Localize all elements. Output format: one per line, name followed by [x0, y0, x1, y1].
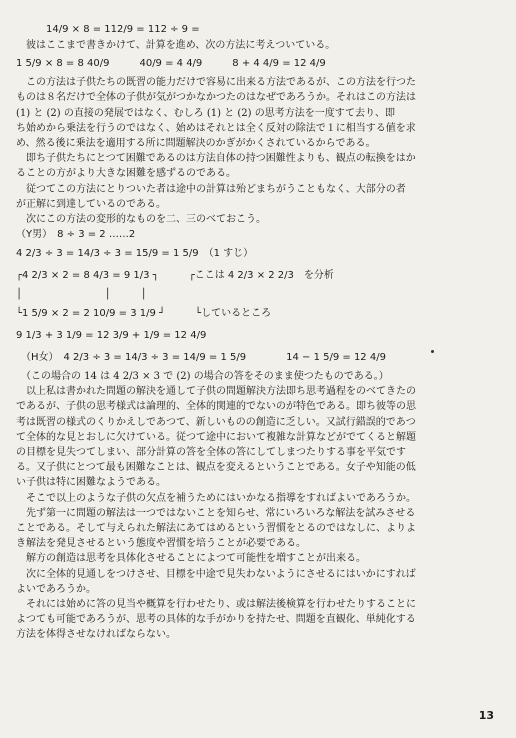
text-line: て全体的な見とおしに欠けている。従つて途中において複雑な計算などがでてくると解題	[16, 431, 416, 443]
text-line: それには始めに答の見当や概算を行わせたり、或は解法後検算を行わせたりすることに	[16, 598, 416, 610]
text-line: が正解に到達しているのである。	[16, 198, 166, 210]
text-line: 方法を体得させなければならない。	[16, 629, 176, 641]
ink-dot	[431, 350, 434, 353]
text-line: ことである。そして与えられた解法にあてはめるという習慣をとるのではなしに、よりよ	[16, 522, 416, 534]
text-line: よいであろうか。	[16, 583, 96, 595]
text-line: 次にこの方法の変形的なものを二、三のべておこう。	[16, 213, 266, 225]
formula-line: 1 5/9 × 8 = 8 40/9 40/9 = 4 4/9 8 + 4 4/9 = 12 4/9	[16, 58, 326, 70]
formula-line: ┌4 2/3 × 2 = 8 4/3 = 9 1/3 ┐ ┌ここは 4 2/3 × 2 2/3 を分析	[16, 270, 334, 282]
text-line: であるが、子供の思考様式は論理的、全体的関連的でないのが特色である。即ち彼等の思	[16, 401, 416, 413]
formula-line: 9 1/3 + 3 1/9 = 12 3/9 + 1/9 = 12 4/9	[16, 330, 207, 342]
text-line: き解法を発見させるという態度や習慣を培うことが必要である。	[16, 538, 306, 550]
text-line: ることの方がより大きな困難を感ずるのである。	[16, 168, 236, 180]
text-line: ものは８名だけで全体の子供が気がつかなかつたのはなぜであろうか。それはこの方法は	[16, 92, 416, 104]
text-line: る。又子供にとつて最も困難なことは、観点を変えるということである。女子や知能の低	[16, 462, 416, 474]
formula-line: └1 5/9 × 2 = 2 10/9 = 3 1/9 ┘ └しているところ	[16, 308, 272, 320]
text-line: 以上私は書かれた問題の解決を通して子供の問題解決方法即ち思考過程をのべてきたの	[16, 386, 416, 398]
formula-line: 14/9 × 8 = 112/9 = 112 ÷ 9 =	[26, 24, 200, 35]
text-line: 彼はここまで書きかけて、計算を進め、次の方法に考えついている。	[16, 40, 336, 51]
text-line: ち始めから乗法を行うのではなく、始めはそれとは全く反対の除法で１に相当する値を求	[16, 122, 416, 134]
text-line: 考は既習の様式のくりかえしであつて、新しいものの創造に乏しい。又試行錯誤的であつ	[16, 416, 416, 428]
text-line: (1) と (2) の直接の発展ではなく、むしろ (1) と (2) の思考方法を一度すて去り、即	[16, 107, 396, 119]
text-line: 次に全体的見通しをつけさせ、目標を中途で見失わないようにさせるにはいかにすれば	[16, 568, 416, 580]
text-line: の目標を見失つてしまい、部分計算の答を全体の答にしてしまつたりする事を平気です	[16, 447, 406, 458]
text-line: め、然る後に乗法を適用する所に問題解決のかぎがかくされているからである。	[16, 137, 376, 149]
formula-line: （H女） 4 2/3 ÷ 3 = 14/3 ÷ 3 = 14/9 = 1 5/9 14 − 1 5/9 = 12 4/9	[16, 352, 386, 364]
text-line: 従つてこの方法にとりついた者は途中の計算は殆どまちがうこともなく、大部分の者	[16, 183, 406, 195]
formula-line: │ │ │	[16, 289, 147, 301]
text-line: 先ず第一に問題の解法は一つではないことを知らせ、常にいろいろな解法を試みさせる	[16, 507, 416, 519]
text-line: よつても可能であろうが、思考の具体的な手がかりを持たせ、問題を直観化、単純化する	[16, 614, 416, 626]
text-line: この方法は子供たちの既習の能力だけで容易に出来る方法であるが、この方法を行つた	[16, 77, 416, 89]
text-line: 解方の創造は思考を具体化させることによつて可能性を増すことが出来る。	[16, 553, 366, 565]
formula-line: 4 2/3 ÷ 3 = 14/3 ÷ 3 = 15/9 = 1 5/9 （1 すじ）	[16, 248, 254, 260]
text-line: （この場合の 14 は 4 2/3 × 3 で (2) の場合の答をそのまま使つたものである。）	[16, 371, 389, 383]
text-line: 即ち子供たちにとつて困難であるのは方法自体の持つ困難性よりも、観点の転換をはか	[16, 153, 416, 165]
text-line: い子供は特に困難なようである。	[16, 477, 166, 489]
body-text	[16, 22, 500, 642]
page-number: 13	[478, 709, 494, 722]
text-line: そこで以上のような子供の欠点を補うためにはいかなる指導をすればよいであろうか。	[16, 492, 416, 504]
formula-line: （Y男） 8 ÷ 3 = 2 ……2	[16, 229, 136, 241]
